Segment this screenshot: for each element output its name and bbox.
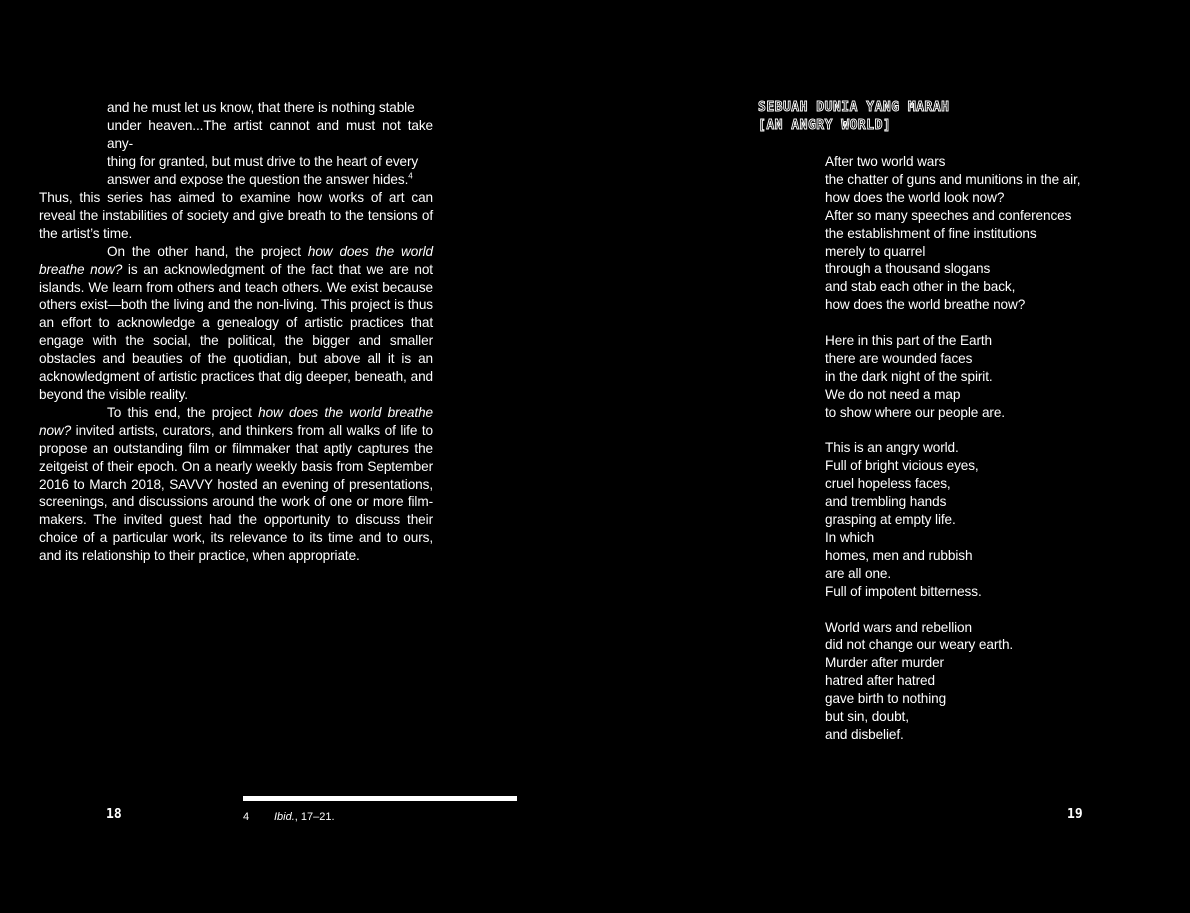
block-quote: [107, 99, 433, 189]
footnote: [243, 810, 335, 824]
poem-line: how does the world look now?: [825, 189, 1005, 205]
quote-line: and he must let us know, that there is nothing stable: [107, 100, 415, 115]
quote-line: thing for granted, but must drive to the heart of every: [107, 153, 419, 169]
poem-line: cruel hopeless faces,: [825, 476, 951, 492]
poem-title: [758, 99, 950, 135]
poem-title-translation: [AN ANGRY WORLD]: [758, 118, 892, 133]
poem-stanza: [825, 332, 1155, 422]
poem-line: and trembling hands: [825, 494, 947, 510]
poem-line: and disbelief.: [825, 726, 904, 742]
poem-line: through a thousand slogans: [825, 261, 991, 277]
poem-line: We do not need a map: [825, 386, 961, 402]
poem-line: there are wounded faces: [825, 350, 973, 366]
footnote-text: , 17–21.: [294, 811, 335, 823]
paragraph-text: is an acknowledgment of the fact that we are not islands. We learn from others and teach others. We exist because others exist—both the living and the non-living. This project is thus an effort to acknowledge a genealogy of artistic practices that engage with the social, the political, the bigger and smaller obstacles and beauties of the quotidian, but above all it is an acknowledgment of artistic practices that dig deeper, beneath, and beyond the visible reality.: [39, 261, 433, 402]
poem-line: homes, men and rubbish: [825, 547, 973, 563]
footnote-italic: Ibid.: [274, 811, 295, 823]
paragraph-text: To this end, the project: [107, 404, 259, 420]
project-title: how does the world breathe now?: [39, 243, 434, 277]
poem-stanza: [825, 439, 1155, 600]
quote-line: under heaven...The artist cannot and must not take any-: [107, 117, 433, 151]
poem-stanza: [825, 619, 1155, 744]
poem-line: grasping at empty life.: [825, 512, 956, 528]
poem-line: In which: [825, 530, 875, 545]
poem-line: to show where our people are.: [825, 404, 1005, 420]
poem-line: Here in this part of the Earth: [825, 333, 993, 349]
poem: [825, 153, 1155, 762]
poem-line: in the dark night of the spirit.: [825, 368, 993, 384]
page-number: 19: [1067, 807, 1083, 822]
poem-line: hatred after hatred: [825, 673, 935, 689]
paragraph-text: invited artists, curators, and thinkers from all walks of life to propose an outstanding film or filmmaker that aptly captures the zeitgeist of their epoch. On a nearly weekly basis from September 2016 to March 2018, SAVVY hosted an evening of presentations, screenings, and discussions around the work of one or more film-makers. The invited guest had the opportunity to discuss their choice of a particular work, its relevance to its time and to ours, and its relationship to their practice, when appropriate.: [39, 422, 433, 564]
footnote-number: 4: [243, 811, 250, 823]
paragraph-text: On the other hand, the project: [107, 243, 308, 259]
body-text: [39, 189, 433, 565]
poem-line: After two world wars: [825, 154, 946, 169]
poem-stanza: [825, 153, 1155, 314]
poem-title-original: SEBUAH DUNIA YANG MARAH: [758, 100, 950, 115]
poem-line: This is an angry world.: [825, 440, 959, 456]
paragraph: [39, 189, 433, 243]
paragraph: [39, 404, 433, 565]
paragraph-text: Thus, this series has aimed to examine how works of art can reveal the instabilities of society and give breath to the tensions of the artist’s time.: [39, 190, 433, 241]
quote-line: answer and expose the question the answer hides.: [107, 171, 409, 187]
footnote-reference[interactable]: 4: [408, 171, 413, 181]
poem-line: After so many speeches and conferences: [825, 207, 1072, 223]
poem-line: and stab each other in the back,: [825, 279, 1016, 295]
poem-line: Full of bright vicious eyes,: [825, 458, 979, 474]
right-page: [595, 0, 1190, 913]
poem-line: how does the world breathe now?: [825, 297, 1026, 313]
poem-line: World wars and rebellion: [825, 619, 972, 635]
poem-line: merely to quarrel: [825, 243, 926, 259]
poem-line: Full of impotent bitterness.: [825, 583, 982, 599]
footnote-divider: [243, 796, 517, 801]
project-title: how does the world breathe now?: [39, 404, 433, 438]
poem-line: Murder after murder: [825, 655, 944, 671]
page-number: 18: [106, 807, 122, 822]
poem-line: the chatter of guns and munitions in the air,: [825, 171, 1081, 187]
poem-line: are all one.: [825, 565, 892, 581]
poem-line: the establishment of fine institutions: [825, 225, 1037, 241]
poem-line: gave birth to nothing: [825, 691, 947, 707]
poem-line: but sin, doubt,: [825, 709, 909, 725]
poem-line: did not change our weary earth.: [825, 637, 1014, 653]
paragraph: [39, 243, 433, 404]
